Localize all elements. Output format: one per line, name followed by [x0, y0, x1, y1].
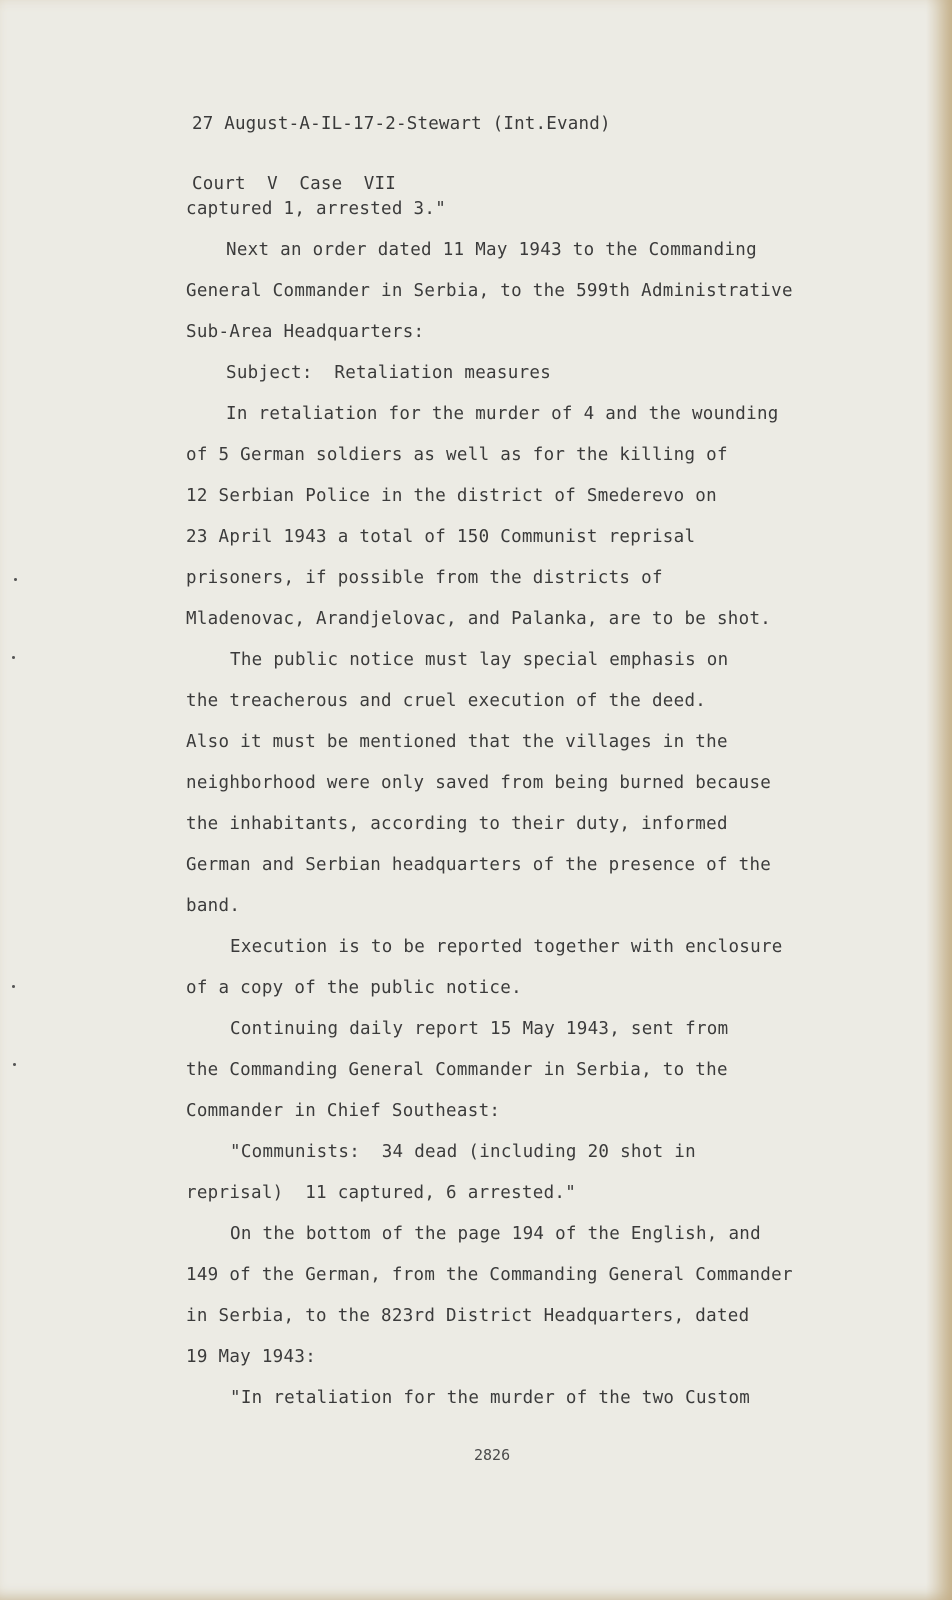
text-line: Mladenovac, Arandjelovac, and Palanka, are to be shot.: [186, 609, 772, 629]
paper-speck: [13, 1063, 16, 1066]
text-line: "Communists: 34 dead (including 20 shot in: [230, 1142, 696, 1162]
text-line: 12 Serbian Police in the district of Smederevo on: [186, 486, 717, 506]
text-line: On the bottom of the page 194 of the English, and: [230, 1224, 761, 1244]
text-line: Next an order dated 11 May 1943 to the Commanding: [226, 240, 757, 260]
text-line: prisoners, if possible from the districts of: [186, 568, 663, 588]
paper-edge-shading: [926, 0, 952, 1600]
text-line: in Serbia, to the 823rd District Headquarters, dated: [186, 1306, 750, 1326]
text-line: 23 April 1943 a total of 150 Communist reprisal: [186, 527, 696, 547]
text-line: reprisal) 11 captured, 6 arrested.": [186, 1183, 577, 1203]
text-line: the treacherous and cruel execution of the deed.: [186, 691, 707, 711]
text-line: Subject: Retaliation measures: [226, 363, 552, 383]
text-line: band.: [186, 896, 241, 916]
text-line: Also it must be mentioned that the villages in the: [186, 732, 728, 752]
text-line: of a copy of the public notice.: [186, 978, 522, 998]
page-number: 2826: [474, 1446, 511, 1464]
text-line: The public notice must lay special emphasis on: [230, 650, 729, 670]
paper-speck: [12, 656, 15, 659]
text-line: Commander in Chief Southeast:: [186, 1101, 501, 1121]
text-line: German and Serbian headquarters of the presence of the: [186, 855, 772, 875]
transcript-body: [186, 194, 876, 1424]
text-line: captured 1, arrested 3.": [186, 199, 447, 219]
text-line: Execution is to be reported together with enclosure: [230, 937, 783, 957]
header-line-1: 27 August-A-IL-17-2-Stewart (Int.Evand): [192, 114, 611, 134]
text-line: 149 of the German, from the Commanding General Commander: [186, 1265, 793, 1285]
paper-speck: [14, 578, 17, 581]
header-line-2: Court V Case VII: [192, 174, 396, 194]
text-line: "In retaliation for the murder of the two Custom: [230, 1388, 751, 1408]
text-line: In retaliation for the murder of 4 and the wounding: [226, 404, 779, 424]
text-line: the inhabitants, according to their duty, informed: [186, 814, 728, 834]
text-line: of 5 German soldiers as well as for the killing of: [186, 445, 728, 465]
text-line: the Commanding General Commander in Serbia, to the: [186, 1060, 728, 1080]
text-line: Sub-Area Headquarters:: [186, 322, 425, 342]
text-line: Continuing daily report 15 May 1943, sent from: [230, 1019, 729, 1039]
text-line: 19 May 1943:: [186, 1347, 317, 1367]
text-line: neighborhood were only saved from being burned because: [186, 773, 772, 793]
text-line: General Commander in Serbia, to the 599th Administrative: [186, 281, 793, 301]
paper-speck: [12, 985, 15, 988]
